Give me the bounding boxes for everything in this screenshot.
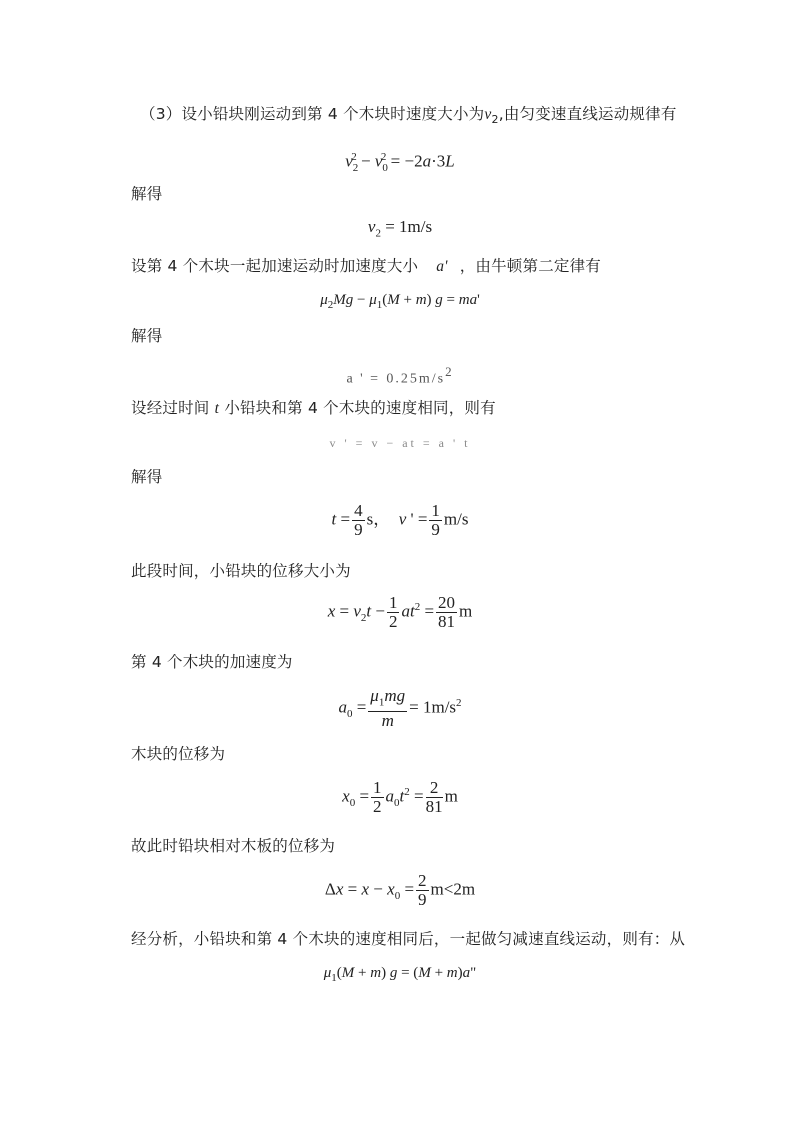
equation-a-prime-result: a ' = $0.25m/s^2$: [346, 364, 454, 387]
paragraph-lead-displacement: 此段时间，小铅块的位移大小为: [131, 562, 351, 580]
paragraph-relative-displacement: 故此时铅块相对木板的位移为: [131, 837, 336, 855]
equation-velocity-squared: $v_2^2 - v_0^2 = -2a\cdot 3L$: [345, 151, 455, 175]
equation-lead-displacement: $x = v_2t$ − $\frac{1}{2}$ $at^2$ = $\frac{20}{81}$ m: [327, 593, 473, 631]
paragraph-step3: （3）设小铅块刚运动到第 4 个木块时速度大小为$v_2$,由匀变速直线运动规律有: [140, 105, 677, 127]
paragraph-joint-acceleration: 设第 4 个木块一起加速运动时加速度大小 a' ，由牛顿第二定律有: [131, 257, 601, 275]
paragraph-solve-1: 解得: [131, 185, 163, 203]
equation-time-and-velocity: t = $\frac{4}{9}$ s， v ' = $\frac{1}{9}$ m/s: [331, 501, 469, 539]
paragraph-solve-2: 解得: [131, 327, 163, 345]
paragraph-block-displacement: 木块的位移为: [131, 745, 226, 763]
equation-relative-displacement: $\Delta x = x - x_0$ = $\frac{2}{9}$ m<2m: [324, 871, 476, 909]
equation-equal-velocity: v ' = v − at = a ' t: [329, 436, 471, 450]
equation-v2-result: $v_2 = 1m/s$: [367, 217, 433, 240]
equation-block-acceleration: $a_0$ = $\frac{\mu_1mg}{m}$ = $1m/s^2$: [338, 686, 462, 731]
equation-newton-second-law: $\mu_2Mg - \mu_1(M + m) g = ma'$: [320, 292, 480, 311]
equation-deceleration: $\mu_1(M + m) g = (M + m)a$": [323, 965, 477, 984]
paragraph-equal-velocity: 设经过时间 t 小铅块和第 4 个木块的速度相同，则有: [131, 399, 496, 417]
paragraph-block-acceleration: 第 4 个木块的加速度为: [131, 653, 293, 671]
equation-block-displacement: $x_0$ = $\frac{1}{2}$ $a_0t^2$ = $\frac{2}{81}$ m: [342, 778, 458, 816]
paragraph-solve-3: 解得: [131, 468, 163, 486]
paragraph-deceleration-analysis: 经分析，小铅块和第 4 个木块的速度相同后，一起做匀减速直线运动，则有：从: [131, 930, 686, 948]
